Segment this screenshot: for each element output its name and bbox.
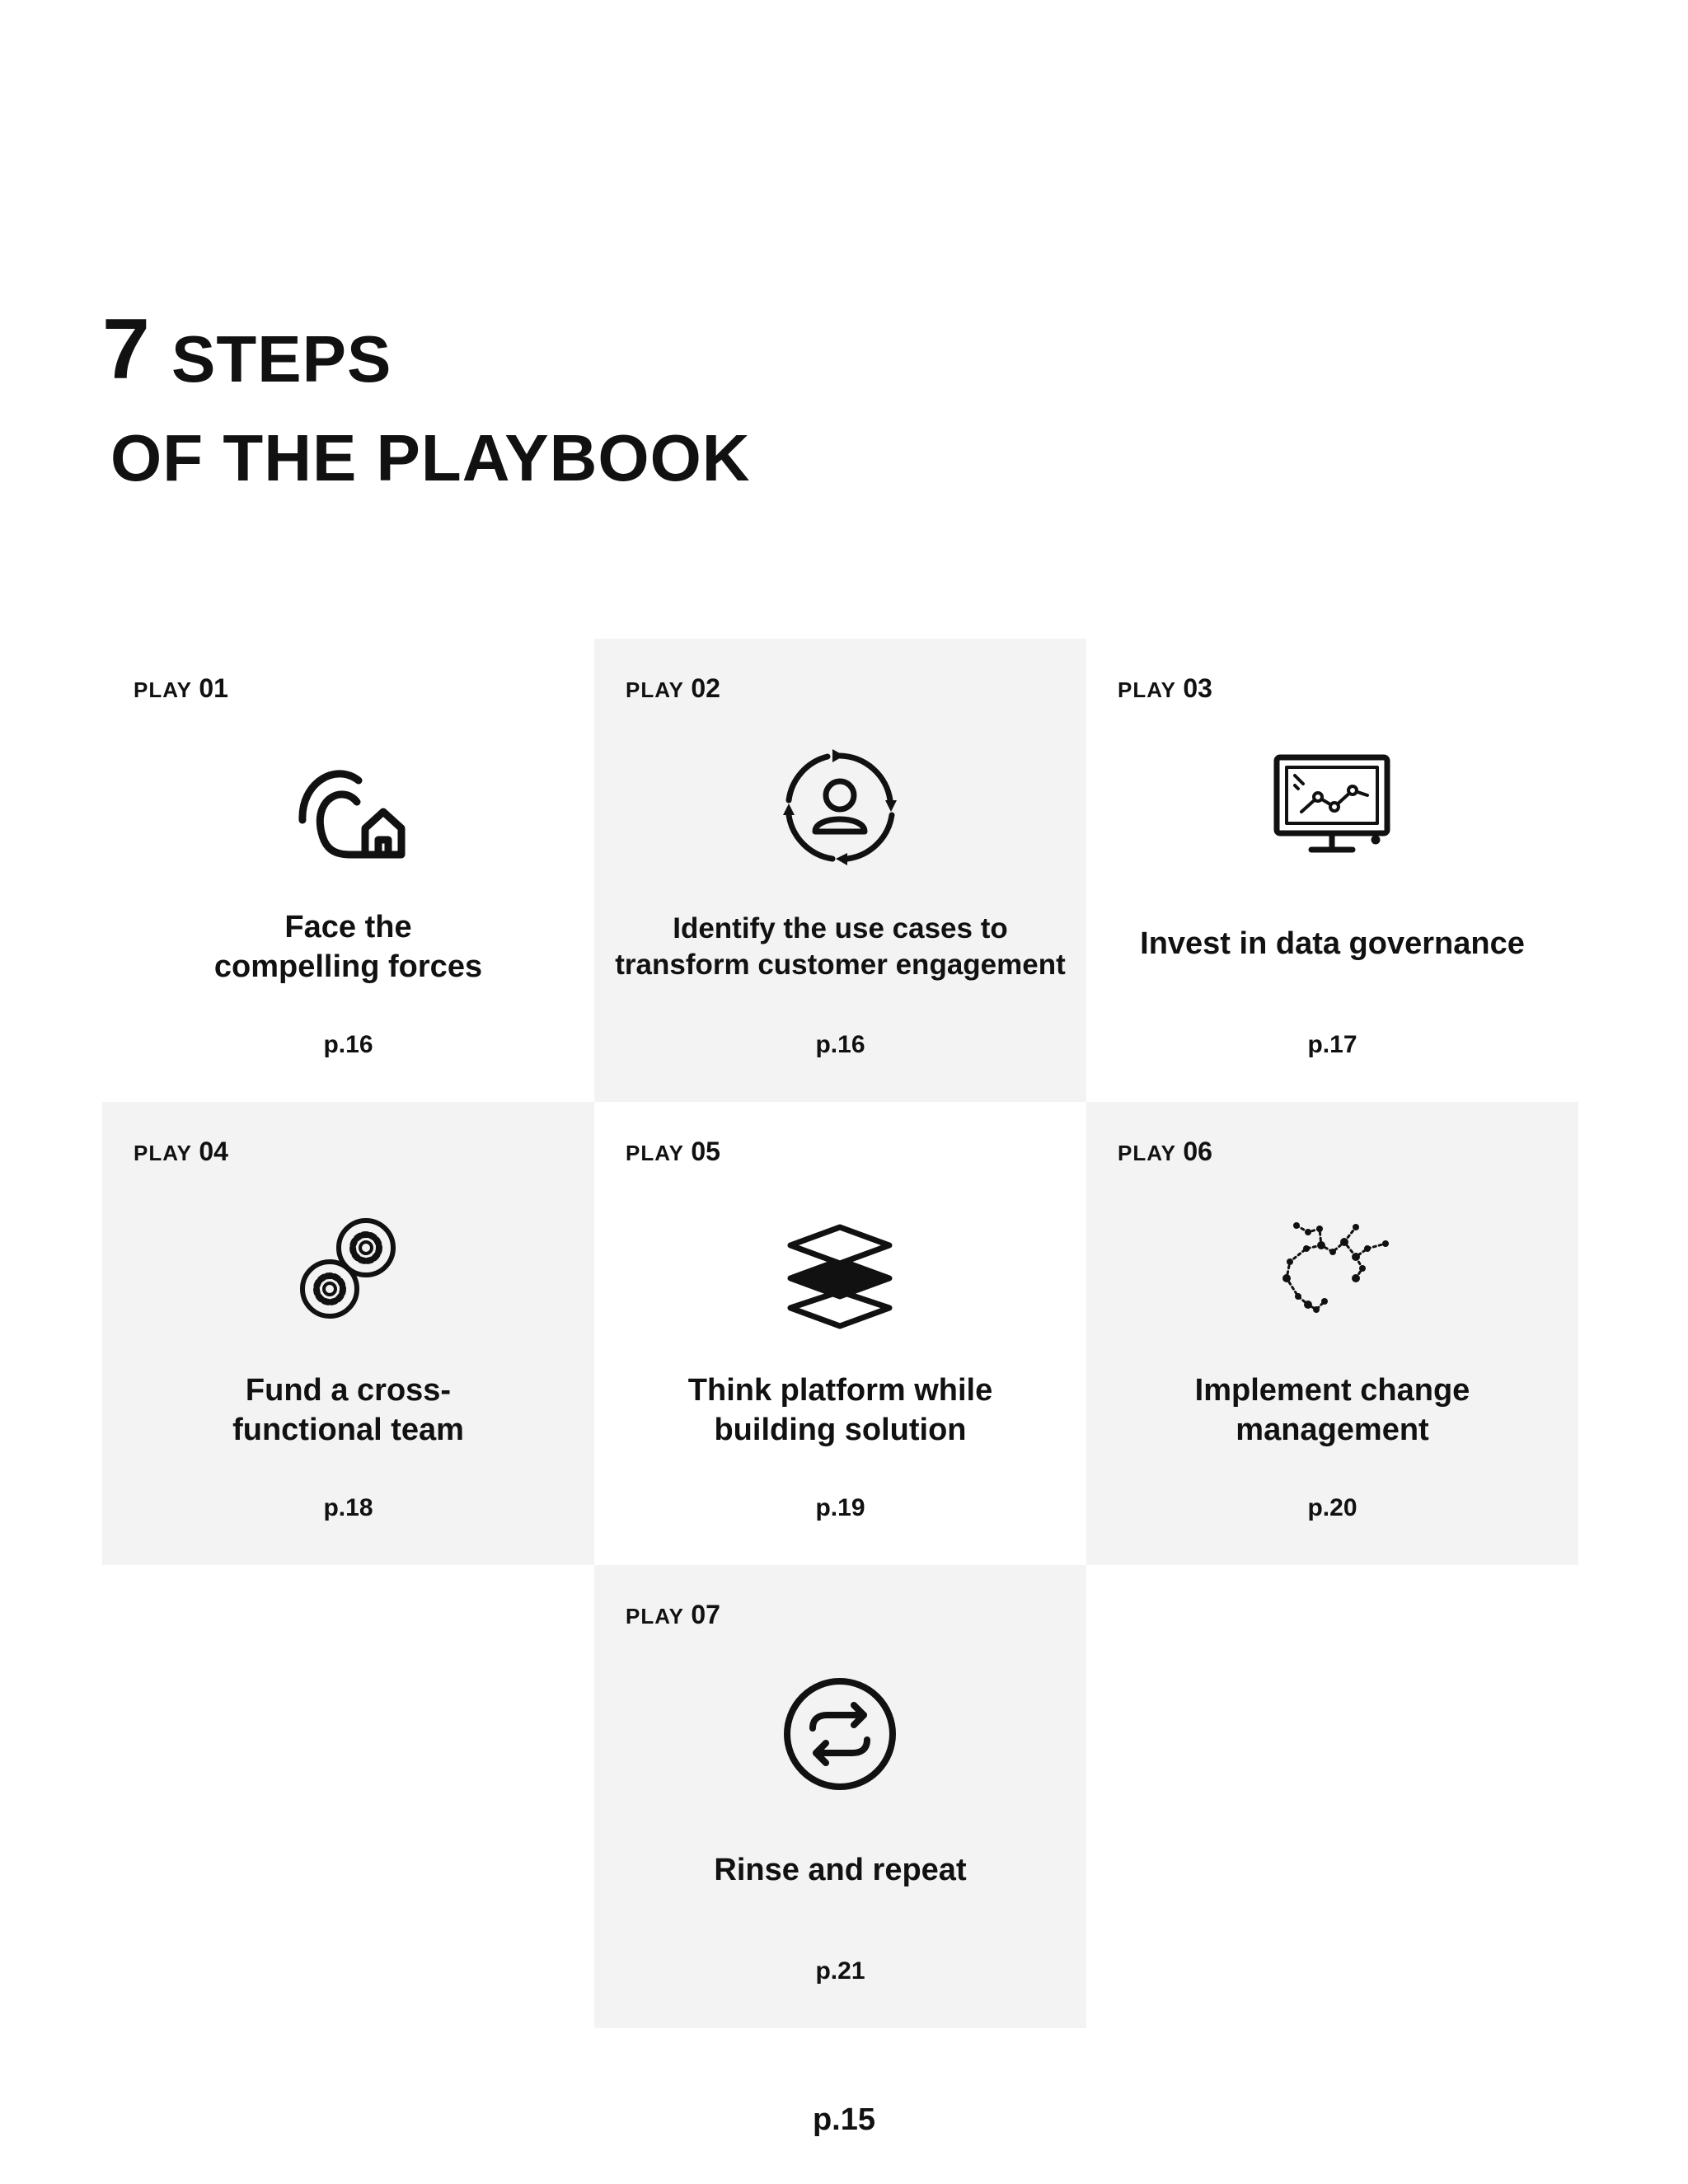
play-title: Implement change management: [1194, 1373, 1470, 1447]
play-card-03[interactable]: [1086, 639, 1578, 1102]
layers-icon: [778, 1209, 902, 1333]
play-title: Face the compelling forces: [213, 910, 483, 984]
play-page-link[interactable]: p.16: [815, 1031, 865, 1058]
play-label: PLAY 01: [134, 673, 228, 703]
play-card-06[interactable]: [1086, 1102, 1578, 1565]
monitor-chart-icon: [1270, 746, 1394, 869]
play-title: Invest in data governance: [1140, 926, 1525, 961]
title-subline: OF THE PLAYBOOK: [110, 421, 751, 494]
play-card-01[interactable]: [102, 639, 594, 1102]
play-label: PLAY 07: [626, 1600, 720, 1629]
repeat-arrows-icon: [778, 1672, 902, 1796]
play-label: PLAY 04: [134, 1137, 228, 1166]
title-number: 7: [102, 302, 148, 397]
play-page-link[interactable]: p.20: [1307, 1494, 1357, 1521]
play-card-07[interactable]: [594, 1565, 1086, 2028]
play-label: PLAY 02: [626, 673, 720, 703]
play-card-05[interactable]: [594, 1102, 1086, 1565]
play-title: Think platform while building solution: [687, 1373, 993, 1447]
play-page-link[interactable]: p.21: [815, 1957, 865, 1985]
gears-icon: [286, 1209, 410, 1333]
play-label: PLAY 06: [1118, 1137, 1212, 1166]
person-cycle-icon: [778, 746, 902, 869]
play-page-link[interactable]: p.19: [815, 1494, 865, 1521]
play-page-link[interactable]: p.16: [323, 1031, 373, 1058]
title-steps: STEPS: [171, 322, 392, 396]
play-card-02[interactable]: [594, 639, 1086, 1102]
play-page-link[interactable]: p.17: [1307, 1031, 1357, 1058]
play-card-04[interactable]: [102, 1102, 594, 1565]
constellation-icon: [1270, 1209, 1394, 1333]
play-title: Fund a cross- functional team: [232, 1373, 464, 1447]
play-title: Rinse and repeat: [714, 1853, 967, 1887]
play-page-link[interactable]: p.18: [323, 1494, 373, 1521]
play-label: PLAY 03: [1118, 673, 1212, 703]
page-number: p.15: [812, 2102, 876, 2137]
play-label: PLAY 05: [626, 1137, 720, 1166]
play-title: Identify the use cases to transform customer engagement: [615, 912, 1066, 981]
wave-house-icon: [286, 746, 410, 869]
